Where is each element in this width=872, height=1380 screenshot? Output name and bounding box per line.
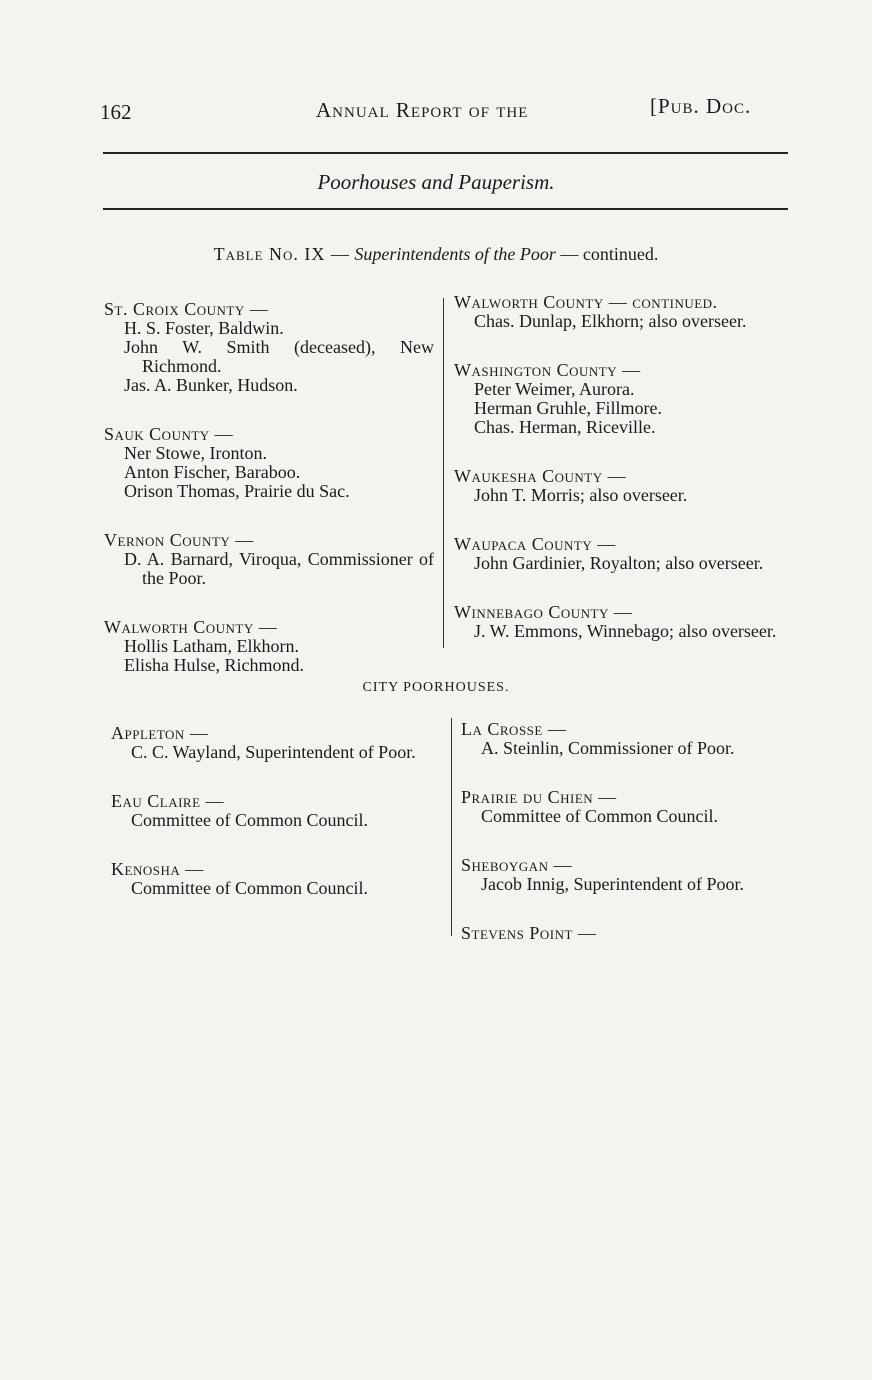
table-number: Table No. IX — bbox=[213, 244, 350, 264]
directory-entry bbox=[111, 792, 441, 830]
entry-line: Committee of Common Council. bbox=[131, 878, 368, 898]
doc-label: [Pub. Doc. bbox=[650, 94, 752, 118]
directory-entry bbox=[104, 618, 434, 675]
counties-right-column bbox=[454, 293, 789, 671]
entry-heading: Washington County — bbox=[454, 360, 641, 380]
entry-heading: Waukesha County — bbox=[454, 466, 627, 486]
directory-entry bbox=[454, 535, 789, 573]
entry-line: C. C. Wayland, Superintendent of Poor. bbox=[131, 742, 416, 762]
directory-entry bbox=[454, 293, 789, 331]
section-title: Poorhouses and Pauperism. bbox=[317, 170, 555, 194]
entry-line: H. S. Foster, Baldwin. bbox=[124, 318, 284, 338]
entry-heading: Walworth County — bbox=[104, 617, 278, 637]
section-rule bbox=[103, 208, 788, 210]
entry-heading: Sheboygan — bbox=[461, 855, 572, 875]
entry-line: Committee of Common Council. bbox=[481, 806, 718, 826]
directory-entry bbox=[454, 603, 789, 641]
entry-line: J. W. Emmons, Winnebago; also overseer. bbox=[474, 621, 777, 641]
entry-line: John T. Morris; also overseer. bbox=[474, 485, 688, 505]
entry-heading: Winnebago County — bbox=[454, 602, 633, 622]
city-column-divider bbox=[451, 718, 452, 936]
table-title: Superintendents of the Poor bbox=[354, 244, 556, 264]
entry-heading: Stevens Point — bbox=[461, 923, 597, 943]
entry-line: Elisha Hulse, Richmond. bbox=[124, 655, 304, 675]
entry-heading: Kenosha — bbox=[111, 859, 204, 879]
entry-line: D. A. Barnard, Viroqua, Commissioner of the Poor. bbox=[124, 549, 434, 588]
entry-heading: La Crosse — bbox=[461, 719, 567, 739]
directory-entry bbox=[454, 467, 789, 505]
entry-heading: St. Croix County — bbox=[104, 299, 269, 319]
entry-line: A. Steinlin, Commissioner of Poor. bbox=[481, 738, 735, 758]
cities-right-column bbox=[461, 720, 799, 973]
entry-heading: Appleton — bbox=[111, 723, 209, 743]
entry-line: Anton Fischer, Baraboo. bbox=[124, 462, 301, 482]
city-poorhouses-title: CITY POORHOUSES. bbox=[362, 680, 510, 695]
running-title: Annual Report of the bbox=[316, 98, 529, 122]
directory-entry bbox=[461, 856, 799, 894]
top-rule bbox=[103, 152, 788, 154]
directory-entry bbox=[104, 531, 434, 588]
cities-left-column bbox=[111, 724, 441, 928]
table-continued: — continued. bbox=[560, 244, 659, 264]
entry-line: Ner Stowe, Ironton. bbox=[124, 443, 267, 463]
directory-entry bbox=[111, 860, 441, 898]
directory-entry bbox=[461, 788, 799, 826]
directory-entry bbox=[454, 361, 789, 437]
directory-entry bbox=[461, 924, 799, 943]
entry-line: Hollis Latham, Elkhorn. bbox=[124, 636, 299, 656]
entry-heading: Sauk County — bbox=[104, 424, 234, 444]
entry-heading: Eau Claire — bbox=[111, 791, 225, 811]
entry-line: Committee of Common Council. bbox=[131, 810, 368, 830]
entry-line: John W. Smith (deceased), New Richmond. bbox=[124, 337, 434, 376]
entry-line: John Gardinier, Royalton; also overseer. bbox=[474, 553, 764, 573]
entry-line: Orison Thomas, Prairie du Sac. bbox=[124, 481, 350, 501]
directory-entry bbox=[461, 720, 799, 758]
entry-line: Jas. A. Bunker, Hudson. bbox=[124, 375, 298, 395]
entry-heading: Prairie du Chien — bbox=[461, 787, 617, 807]
directory-entry bbox=[104, 425, 434, 501]
table-caption bbox=[0, 244, 872, 265]
entry-heading: Vernon County — bbox=[104, 530, 254, 550]
entry-heading: Walworth County — continued. bbox=[454, 292, 718, 312]
entry-line: Chas. Dunlap, Elkhorn; also overseer. bbox=[474, 311, 747, 331]
entry-line: Chas. Herman, Riceville. bbox=[474, 417, 656, 437]
column-divider bbox=[443, 298, 444, 648]
entry-heading: Waupaca County — bbox=[454, 534, 616, 554]
entry-line: Herman Gruhle, Fillmore. bbox=[474, 398, 662, 418]
directory-entry bbox=[111, 724, 441, 762]
directory-entry bbox=[104, 300, 434, 395]
counties-left-column bbox=[104, 300, 434, 705]
page-number: 162 bbox=[100, 100, 132, 124]
entry-line: Jacob Innig, Superintendent of Poor. bbox=[481, 874, 744, 894]
entry-line: Peter Weimer, Aurora. bbox=[474, 379, 635, 399]
